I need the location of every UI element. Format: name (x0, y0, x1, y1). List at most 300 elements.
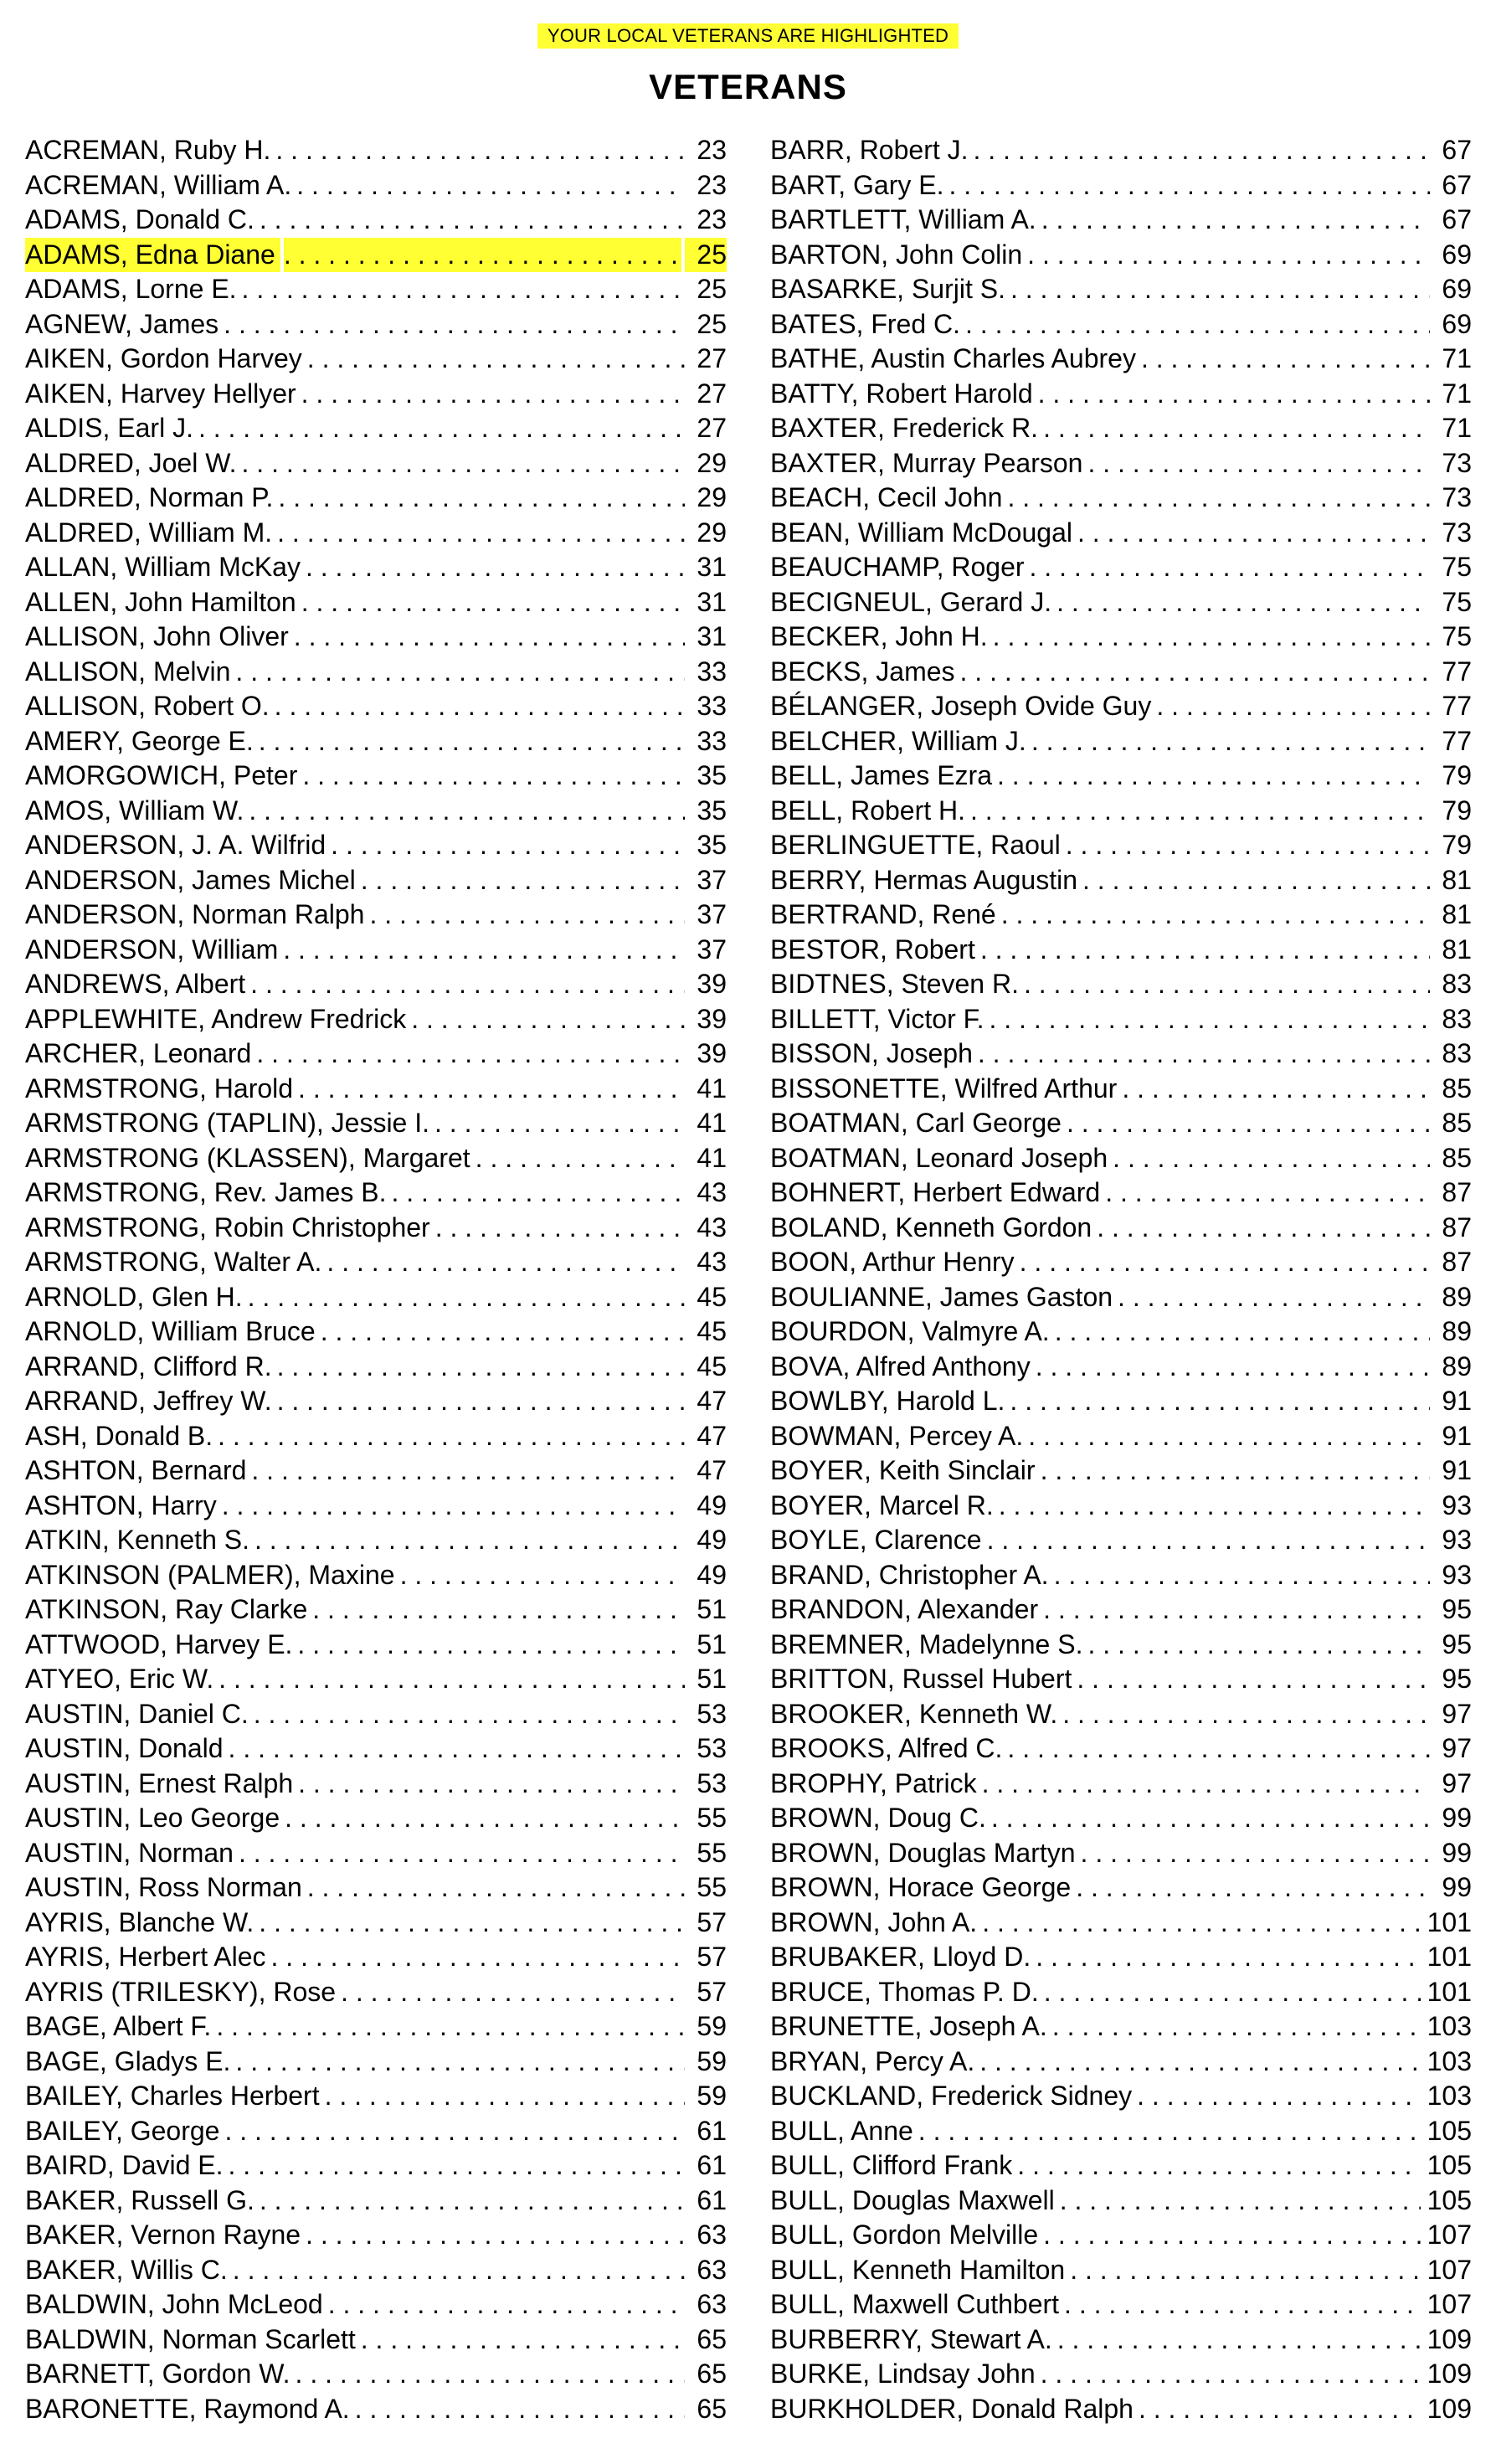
page-title: VETERANS (649, 67, 847, 106)
veteran-entry (25, 1072, 727, 1107)
dot-leader (982, 1767, 1430, 1802)
veteran-entry (770, 342, 1472, 377)
dot-leader (990, 1002, 1431, 1037)
veteran-entry (770, 516, 1472, 551)
dot-leader (1141, 342, 1430, 377)
veteran-entry (770, 1211, 1472, 1246)
veteran-name: BRUNETTE, Joseph A. (770, 2011, 1047, 2041)
veteran-entry (770, 377, 1472, 412)
dot-leader (284, 238, 681, 273)
veteran-entry (770, 446, 1472, 481)
dot-leader (1020, 1245, 1430, 1280)
page-number: 31 (697, 552, 727, 582)
veteran-name: BULL, Clifford Frank (770, 2150, 1013, 2180)
veteran-name: ADAMS, Edna Diane (25, 238, 280, 273)
dot-leader (218, 1419, 685, 1454)
veteran-entry (770, 2253, 1472, 2288)
veteran-entry (25, 342, 727, 377)
veteran-entry (770, 585, 1472, 620)
dot-leader (974, 133, 1430, 168)
page-number: 61 (697, 2150, 727, 2180)
veteran-entry (25, 203, 727, 238)
veteran-name: BERRY, Hermas Augustin (770, 864, 1077, 895)
veteran-name: ATKINSON (PALMER), Maxine (25, 1559, 395, 1590)
veteran-entry (770, 1592, 1472, 1628)
dot-leader (277, 516, 685, 551)
page-number: 47 (697, 1386, 727, 1416)
veteran-name: AUSTIN, Leo George (25, 1803, 280, 1833)
page-number: 51 (697, 1594, 727, 1624)
dot-leader (271, 1940, 685, 1975)
veteran-entry (770, 2357, 1472, 2392)
veteran-name: ARRAND, Jeffrey W. (25, 1386, 272, 1416)
veteran-name: BAILEY, George (25, 2115, 220, 2146)
veteran-entry-highlighted (25, 238, 727, 273)
veteran-name: BOATMAN, Leonard Joseph (770, 1142, 1108, 1173)
veteran-entry (770, 1175, 1472, 1211)
page-number: 61 (697, 2184, 727, 2215)
dot-leader (476, 1141, 685, 1176)
veteran-entry (25, 828, 727, 863)
page-number: 45 (697, 1350, 727, 1381)
dot-leader (235, 2045, 685, 2080)
veteran-name: BOYER, Keith Sinclair (770, 1455, 1036, 1485)
veteran-name: ASHTON, Harry (25, 1489, 217, 1520)
veteran-entry (770, 2045, 1472, 2080)
veteran-entry (770, 238, 1472, 273)
page-number: 77 (1442, 691, 1472, 721)
dot-leader (1001, 898, 1430, 933)
page-number: 95 (1442, 1664, 1472, 1694)
veteran-entry (770, 550, 1472, 585)
page-number: 75 (1442, 586, 1472, 617)
page-number: 75 (1442, 552, 1472, 582)
veteran-name: BOVA, Alfred Anthony (770, 1350, 1031, 1381)
page-number: 41 (697, 1073, 727, 1103)
dot-leader (259, 1906, 685, 1941)
veteran-name: BRAND, Christopher A. (770, 1559, 1049, 1590)
dot-leader (999, 1489, 1430, 1524)
page-number: 99 (1442, 1872, 1472, 1902)
page-number: 51 (697, 1664, 727, 1694)
dot-leader (918, 2114, 1421, 2149)
page-number: 41 (697, 1108, 727, 1138)
dot-leader (1044, 1975, 1421, 2010)
veteran-entry (770, 203, 1472, 238)
page-number: 63 (697, 2254, 727, 2285)
page-number: 27 (697, 413, 727, 443)
veteran-entry (770, 1523, 1472, 1558)
veteran-entry (25, 1314, 727, 1350)
dot-leader (1010, 1384, 1430, 1419)
veteran-entry (25, 377, 727, 412)
veteran-entry (770, 2009, 1472, 2045)
page-number: 59 (697, 2045, 727, 2076)
dot-leader (1017, 2148, 1420, 2184)
veteran-entry (770, 272, 1472, 307)
dot-leader (224, 307, 685, 342)
page-number: 109 (1427, 2323, 1472, 2354)
veteran-entry (25, 620, 727, 655)
dot-leader (355, 2392, 685, 2427)
veteran-name: ACREMAN, William A. (25, 169, 292, 200)
veteran-name: ATTWOOD, Harvey E. (25, 1628, 293, 1659)
veteran-name: BECKS, James (770, 656, 955, 687)
veteran-entry (25, 967, 727, 1002)
dot-leader (250, 967, 685, 1002)
veteran-name: BOHNERT, Herbert Edward (770, 1177, 1101, 1207)
dot-leader (296, 2357, 685, 2392)
dot-leader (328, 2287, 685, 2323)
page-number: 49 (697, 1489, 727, 1520)
page-number: 33 (697, 725, 727, 756)
page-number: 99 (1442, 1837, 1472, 1868)
dot-leader (1082, 863, 1430, 898)
page-number: 105 (1427, 2150, 1472, 2180)
page-number: 67 (1442, 135, 1472, 165)
page-number: 83 (1442, 1003, 1472, 1034)
dot-leader (1043, 2218, 1420, 2253)
veteran-name: APPLEWHITE, Andrew Fredrick (25, 1003, 407, 1034)
page-number: 71 (1442, 413, 1472, 443)
veteran-name: ANDERSON, Norman Ralph (25, 899, 365, 929)
dot-leader (298, 1072, 685, 1107)
page-number: 25 (697, 274, 727, 304)
dot-leader (991, 1801, 1430, 1836)
dot-leader (216, 2009, 685, 2045)
veteran-entry (770, 481, 1472, 516)
page-number: 59 (697, 2081, 727, 2111)
veteran-name: ANDREWS, Albert (25, 969, 246, 999)
veteran-entry (25, 1906, 727, 1941)
veteran-name: ALLISON, Melvin (25, 656, 231, 687)
veteran-entry (25, 1211, 727, 1246)
page-number: 39 (697, 969, 727, 999)
dot-leader (400, 1558, 685, 1593)
veteran-entry (770, 1037, 1472, 1072)
veteran-entry (770, 2148, 1472, 2184)
veteran-name: BROWN, Doug C. (770, 1803, 986, 1833)
page-number: 69 (1442, 308, 1472, 339)
veteran-entry (25, 481, 727, 516)
veteran-entry (25, 307, 727, 342)
veteran-entry (25, 411, 727, 446)
veteran-entry (25, 2323, 727, 2358)
dot-leader (298, 1767, 685, 1802)
veteran-name: BAGE, Albert F. (25, 2011, 212, 2041)
veteran-name: BROOKER, Kenneth W. (770, 1698, 1058, 1729)
page-number: 103 (1427, 2011, 1472, 2041)
veteran-name: BATHE, Austin Charles Aubrey (770, 343, 1136, 373)
dot-leader (275, 689, 685, 724)
veteran-name: AIKEN, Harvey Hellyer (25, 378, 296, 409)
page-number: 89 (1442, 1281, 1472, 1312)
veteran-entry (25, 1731, 727, 1767)
veteran-name: ALLISON, Robert O. (25, 691, 270, 721)
veteran-name: ANDERSON, James Michel (25, 864, 356, 895)
dot-leader (361, 2323, 685, 2358)
page-number: 35 (697, 795, 727, 826)
veteran-entry (770, 759, 1472, 794)
veteran-entry (25, 2114, 727, 2149)
dot-leader (361, 863, 685, 898)
page-number: 49 (697, 1559, 727, 1590)
veteran-name: BARONETTE, Raymond A. (25, 2393, 350, 2424)
veteran-entry (770, 1314, 1472, 1350)
page-number: 55 (697, 1837, 727, 1868)
veteran-name: ASH, Donald B. (25, 1420, 213, 1451)
veteran-name: BELCHER, William J. (770, 725, 1026, 756)
veteran-entry (25, 1592, 727, 1628)
veteran-name: BROWN, Horace George (770, 1872, 1072, 1902)
page-number: 91 (1442, 1455, 1472, 1485)
veteran-name: BEAUCHAMP, Roger (770, 552, 1025, 582)
page-number: 29 (697, 447, 727, 478)
veteran-entry (770, 1384, 1472, 1419)
veteran-name: ANDERSON, J. A. Wilfrid (25, 830, 326, 860)
dot-leader (302, 759, 685, 794)
veteran-entry (770, 1002, 1472, 1037)
veteran-name: ARRAND, Clifford R. (25, 1350, 272, 1381)
veteran-name: BURKE, Lindsay John (770, 2359, 1036, 2389)
dot-leader (233, 2253, 685, 2288)
veteran-name: ARMSTRONG (KLASSEN), Margaret (25, 1142, 470, 1173)
dot-leader (369, 898, 685, 933)
dot-leader (1076, 1870, 1430, 1906)
veteran-entry (770, 2287, 1472, 2323)
page-number: 71 (1442, 378, 1472, 409)
page-number: 91 (1442, 1420, 1472, 1451)
dot-leader (1043, 1592, 1430, 1628)
page-number: 51 (697, 1628, 727, 1659)
veteran-entry (25, 550, 727, 585)
dot-leader (294, 620, 685, 655)
veteran-entry (25, 898, 727, 933)
page-number: 101 (1427, 1906, 1472, 1937)
page-number: 55 (697, 1872, 727, 1902)
page-number: 59 (697, 2011, 727, 2041)
veteran-name: BURBERRY, Stewart A. (770, 2323, 1052, 2354)
dot-leader (948, 168, 1430, 203)
highlight-notice-banner: YOUR LOCAL VETERANS ARE HIGHLIGHTED (537, 23, 959, 49)
veteran-entry (770, 411, 1472, 446)
veteran-entry (770, 794, 1472, 829)
page-number: 79 (1442, 830, 1472, 860)
veteran-name: ADAMS, Lorne E. (25, 274, 237, 304)
dot-leader (1031, 724, 1430, 759)
veteran-name: ARNOLD, Glen H. (25, 1281, 243, 1312)
page-number: 37 (697, 934, 727, 965)
page-number: 49 (697, 1525, 727, 1555)
veteran-name: BECIGNEUL, Gerard J. (770, 586, 1052, 617)
veteran-entry (25, 516, 727, 551)
page-number: 69 (1442, 239, 1472, 270)
veteran-entry (25, 1489, 727, 1524)
veteran-name: BULL, Douglas Maxwell (770, 2184, 1055, 2215)
page-number: 65 (697, 2359, 727, 2389)
page-number: 53 (697, 1698, 727, 1729)
veteran-name: AUSTIN, Daniel C. (25, 1698, 249, 1729)
dot-leader (1007, 1731, 1430, 1767)
dot-leader (982, 1906, 1420, 1941)
dot-leader (260, 2184, 685, 2219)
veteran-name: ARMSTRONG, Walter A. (25, 1247, 322, 1277)
veteran-entry (25, 1940, 727, 1975)
veteran-entry (25, 1801, 727, 1836)
veteran-entry (770, 1801, 1472, 1836)
veteran-name: BALDWIN, John McLeod (25, 2289, 323, 2319)
page-number: 63 (697, 2289, 727, 2319)
veteran-entry (25, 1280, 727, 1315)
veteran-name: ALDRED, Norman P. (25, 482, 274, 512)
veteran-entry (25, 1106, 727, 1141)
page-number: 105 (1427, 2184, 1472, 2215)
veteran-name: ALDRED, William M. (25, 517, 273, 548)
veteran-name: ARNOLD, William Bruce (25, 1316, 316, 1346)
dot-leader (997, 759, 1430, 794)
veteran-entry (25, 2287, 727, 2323)
page-number: 73 (1442, 447, 1472, 478)
page-number: 97 (1442, 1733, 1472, 1763)
dot-leader (254, 1697, 685, 1732)
veteran-name: BELL, Robert H. (770, 795, 965, 826)
veteran-entry (25, 1767, 727, 1802)
dot-leader (307, 342, 685, 377)
page-number: 89 (1442, 1316, 1472, 1346)
dot-leader (1054, 1558, 1430, 1593)
veteran-entry (25, 1419, 727, 1454)
page-number: 55 (697, 1803, 727, 1833)
veteran-entry (25, 1870, 727, 1906)
veteran-name: BRANDON, Alexander (770, 1594, 1039, 1624)
veteran-name: BOURDON, Valmyre A. (770, 1316, 1050, 1346)
veteran-entry (25, 1836, 727, 1871)
page-number: 95 (1442, 1628, 1472, 1659)
veteran-entry (770, 1906, 1472, 1941)
veteran-name: BULL, Gordon Melville (770, 2220, 1039, 2250)
veteran-name: AUSTIN, Norman (25, 1837, 234, 1868)
veteran-name: ALLEN, John Hamilton (25, 586, 296, 617)
veteran-entry (770, 1870, 1472, 1906)
page-number: 73 (1442, 517, 1472, 548)
veteran-entry (770, 1731, 1472, 1767)
dot-leader (198, 411, 685, 446)
dot-leader (1113, 1141, 1430, 1176)
veteran-name: ASHTON, Bernard (25, 1455, 247, 1485)
veteran-name: ACREMAN, Ruby H. (25, 135, 271, 165)
veteran-entry (25, 759, 727, 794)
veteran-name: BUCKLAND, Frederick Sidney (770, 2081, 1133, 2111)
page-number: 95 (1442, 1594, 1472, 1624)
page-number: 47 (697, 1455, 727, 1485)
veteran-entry (25, 1002, 727, 1037)
veteran-entry (25, 2009, 727, 2045)
dot-leader (1077, 516, 1430, 551)
veteran-entry (25, 1245, 727, 1280)
veteran-entry (770, 1072, 1472, 1107)
page-number: 29 (697, 517, 727, 548)
dot-leader (1062, 1697, 1430, 1732)
page-number: 31 (697, 586, 727, 617)
veteran-entry (770, 2079, 1472, 2114)
veteran-entry (770, 967, 1472, 1002)
dot-leader (1118, 1280, 1430, 1315)
page-number: 103 (1427, 2081, 1472, 2111)
page-number: 103 (1427, 2045, 1472, 2076)
dot-leader (1087, 1628, 1430, 1663)
page-number: 89 (1442, 1350, 1472, 1381)
veteran-entry (770, 1836, 1472, 1871)
veteran-name: BASARKE, Surjit S. (770, 274, 1005, 304)
veteran-name: BARNETT, Gordon W. (25, 2359, 290, 2389)
dot-leader (980, 933, 1430, 968)
veteran-name: ALLAN, William McKay (25, 552, 301, 582)
page-number: 99 (1442, 1803, 1472, 1833)
dot-leader (1036, 1940, 1420, 1975)
dot-leader (326, 1245, 685, 1280)
page-number: 109 (1427, 2393, 1472, 2424)
veteran-name: AIKEN, Gordon Harvey (25, 343, 302, 373)
dot-leader (283, 933, 685, 968)
veteran-entry (770, 828, 1472, 863)
dot-leader (312, 1592, 685, 1628)
page-number: 93 (1442, 1559, 1472, 1590)
dot-leader (260, 203, 685, 238)
dot-leader (1041, 1453, 1430, 1489)
veteran-name: ALDRED, Joel W. (25, 447, 237, 478)
dot-leader (235, 655, 685, 690)
veteran-name: BOYER, Marcel R. (770, 1489, 994, 1520)
veteran-name: ATYEO, Eric W. (25, 1664, 214, 1694)
page-number: 47 (697, 1420, 727, 1451)
dot-leader (1139, 2392, 1421, 2427)
veteran-entry (770, 1280, 1472, 1315)
page-number: 85 (1442, 1073, 1472, 1103)
veteran-name: ALDIS, Earl J. (25, 413, 193, 443)
veteran-name: ARMSTRONG, Rev. James B. (25, 1177, 387, 1207)
veteran-name: BULL, Anne (770, 2115, 913, 2146)
veteran-entry (770, 724, 1472, 759)
dot-leader (1057, 2323, 1421, 2358)
veteran-name: BAKER, Vernon Rayne (25, 2220, 301, 2250)
veteran-name: BEACH, Cecil John (770, 482, 1003, 512)
veteran-name: BISSONETTE, Wilfred Arthur (770, 1073, 1118, 1103)
veteran-name: BARR, Robert J. (770, 135, 969, 165)
veteran-entry (25, 1697, 727, 1732)
page-number: 83 (1442, 969, 1472, 999)
page-number: 45 (697, 1316, 727, 1346)
dot-leader (321, 1314, 685, 1350)
page-number: 79 (1442, 760, 1472, 790)
page-number: 101 (1427, 1976, 1472, 2007)
dot-leader (1070, 2253, 1420, 2288)
dot-leader (1027, 238, 1430, 273)
veteran-entry (25, 272, 727, 307)
page-number: 25 (697, 308, 727, 339)
veteran-entry (25, 446, 727, 481)
veteran-name: BILLETT, Victor F. (770, 1003, 984, 1034)
veteran-name: BERTRAND, René (770, 899, 996, 929)
page-number: 53 (697, 1733, 727, 1763)
veteran-entry (25, 1662, 727, 1697)
veteran-name: AYRIS, Herbert Alec (25, 1942, 266, 1972)
veteran-entry (770, 1558, 1472, 1593)
banner-container (0, 23, 1496, 49)
veteran-name: BARTLETT, William A. (770, 204, 1036, 234)
veteran-entry (770, 620, 1472, 655)
page-number: 107 (1427, 2220, 1472, 2250)
dot-leader (1156, 689, 1430, 724)
